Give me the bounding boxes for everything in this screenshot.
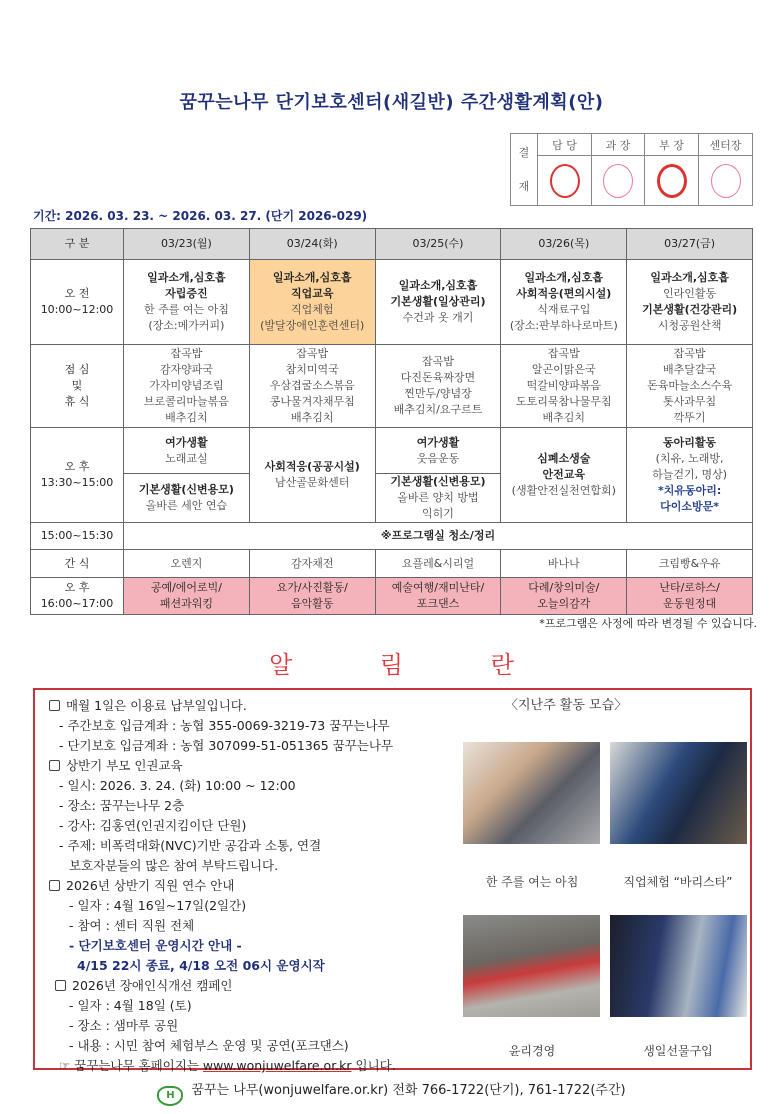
cell-line: 기본생활(신변용모) — [138, 483, 234, 496]
row-label-lunch — [31, 345, 124, 428]
cell-line: 하늘걷기, 명상) — [652, 468, 728, 481]
cell-line: 직업체험 — [290, 303, 334, 316]
gallery-title: 〈지난주 활동 모습〉 — [505, 698, 628, 713]
cell-line: 오 전 — [64, 287, 90, 300]
cell-line: 배추김치/요구르트 — [393, 403, 483, 416]
cell-line: 돈육마늘소스수육 — [647, 379, 733, 392]
cell-pm2-thu — [501, 578, 627, 615]
cell-line: 한 주를 여는 아침 — [143, 303, 229, 316]
schedule-table — [30, 228, 753, 615]
cell-line: 난타/로하스/ — [659, 581, 720, 594]
notice-line: - 내용 : 시민 참여 체험부스 운영 및 공연(포크댄스) — [69, 1038, 349, 1053]
notice-line: - 일자 : 4월 16일~17일(2일간) — [69, 898, 247, 913]
cell-line: 알곤이맑은국 — [531, 363, 596, 376]
cell-line: 배추김치 — [165, 411, 208, 424]
cell-line: (장소:판부하나로마트) — [509, 319, 618, 332]
cell-snack-tue: 감자채전 — [249, 550, 375, 578]
cell-snack-mon: 오렌지 — [124, 550, 250, 578]
cell-line: 노래교실 — [165, 451, 208, 465]
notice-line: - 주간보호 입금계좌 : 농협 355-0069-3219-73 꿈꾸는나무 — [59, 718, 390, 733]
cell-line: 찐만두/양념장 — [404, 387, 472, 400]
caption-barista: 직업체험 “바리스타” — [623, 875, 733, 889]
cell-line: 오늘의감각 — [537, 597, 591, 610]
cell-line: 동아리활동 — [663, 436, 717, 449]
cell-line: 직업교육 — [290, 287, 334, 300]
cell-line: 사회적응(편의시설) — [516, 287, 612, 300]
cell-line: 다이소방문* — [660, 500, 720, 513]
checkbox-icon — [49, 760, 60, 771]
cell-line: 올바른 세안 연습 — [145, 499, 228, 512]
cell-line: 잡곡밥 — [422, 355, 454, 368]
cell-line: (발달장애인훈련센터) — [260, 319, 365, 332]
role-manager: 담 당 — [538, 134, 592, 156]
cell-snack-wed: 요플레&시리얼 — [375, 550, 501, 578]
caption-morning: 한 주를 여는 아침 — [485, 875, 579, 889]
role-department-head: 부 장 — [645, 134, 699, 156]
role-center-director: 센터장 — [699, 134, 753, 156]
page-title: 꿈꾸는나무 단기보호센터(새길반) 주간생활계획(안) — [179, 92, 604, 113]
notice-line: - 주제: 비폭력대화(NVC)기반 공감과 소통, 연결 — [59, 838, 322, 853]
checkbox-icon — [55, 980, 66, 991]
photo-ethics — [463, 915, 600, 1017]
notice-box — [33, 688, 752, 1073]
header-category: 구 분 — [31, 229, 124, 260]
notice-heading: 알 림 란 — [269, 651, 554, 679]
caption-gift: 생일선물구입 — [643, 1044, 713, 1058]
notice-list — [49, 696, 396, 1076]
approval-label: 결 재 — [511, 134, 538, 206]
footer-contact: 꿈꾸는 나무(wonjuwelfare.or.kr) 전화 766-1722(단기), 761-1722(주간) — [191, 1083, 626, 1098]
cell-line: 공예/에어로빅/ — [150, 581, 222, 594]
cell-line: 잡곡밥 — [296, 347, 329, 360]
header-mon: 03/23(월) — [124, 229, 250, 260]
cell-line: 13:30~15:00 — [40, 476, 114, 489]
notice-line: - 일시: 2026. 3. 24. (화) 10:00 ~ 12:00 — [59, 778, 296, 793]
cell-line: 일과소개,심호흡 — [272, 271, 352, 284]
notice-edu: 상반기 부모 인권교육 — [49, 756, 396, 776]
cell-lunch-mon — [124, 345, 250, 428]
cell-line: 점 심 — [64, 363, 90, 376]
cell-line: 익히기 — [422, 507, 454, 520]
cell-line: 시청공원산책 — [657, 319, 722, 332]
cell-line: 여가생활 — [165, 435, 208, 449]
cell-am-mon — [124, 260, 250, 345]
notice-staff: 2026년 상반기 직원 연수 안내 — [49, 876, 396, 896]
cell-line: 일과소개,심호흡 — [398, 279, 478, 292]
header-thu: 03/26(목) — [501, 229, 627, 260]
cell-line: 음악활동 — [290, 597, 334, 610]
cell-line: 오 후 — [64, 581, 90, 594]
heart-logo-icon: H — [157, 1086, 183, 1106]
caption-ethics: 윤리경영 — [508, 1044, 556, 1058]
cell-line: 요가/사진활동/ — [276, 581, 348, 594]
cell-line: 기본생활(신변용모) — [390, 475, 486, 488]
cell-line: 잡곡밥 — [673, 347, 706, 360]
cell-line: 기본생활(건강관리) — [642, 303, 738, 316]
cell-pm-mon-bottom — [124, 474, 250, 523]
cell-pm-fri — [627, 428, 753, 523]
cell-line: 심폐소생술 — [537, 452, 591, 465]
cell-snack-fri: 크림빵&우유 — [627, 550, 753, 578]
stamp-icon — [657, 164, 687, 198]
notice-line: 보호자분들의 많은 참여 부탁드립니다. — [69, 858, 279, 873]
period: 기간: 2026. 03. 23. ~ 2026. 03. 27. (단기 2026-029) — [33, 209, 368, 223]
cell-line: 패션과워킹 — [159, 597, 213, 610]
notice-line: - 장소 : 샘마루 공원 — [69, 1018, 179, 1033]
cell-line: 10:00~12:00 — [40, 303, 114, 316]
notice-line: 4/15 22시 종료, 4/18 오전 06시 운영시작 — [77, 958, 325, 973]
cell-line: 가자미양념조림 — [149, 379, 224, 392]
stamp-icon — [711, 164, 741, 198]
cell-pm-wed-top — [375, 428, 501, 474]
header-wed: 03/25(수) — [375, 229, 501, 260]
header-tue: 03/24(화) — [249, 229, 375, 260]
cell-lunch-thu — [501, 345, 627, 428]
notice-fee: 매월 1일은 이용료 납부일입니다. — [49, 696, 396, 716]
notice-line: - 참여 : 센터 직원 전체 — [69, 918, 195, 933]
cell-line: 웃음운동 — [416, 451, 460, 465]
cell-line: 자립증진 — [165, 287, 208, 300]
row-label-cleanup: 15:00~15:30 — [31, 523, 124, 550]
row-label-morning — [31, 260, 124, 345]
cell-line: (치유, 노래방, — [655, 452, 724, 465]
notice-line: - 단기보호센터 운영시간 안내 - — [69, 938, 242, 953]
cell-line: 배추김치 — [290, 411, 334, 424]
cell-line: 잡곡밥 — [547, 347, 580, 360]
cell-line: *치유동아리: — [657, 484, 722, 497]
row-label-late-afternoon — [31, 578, 124, 615]
cell-snack-thu: 바나나 — [501, 550, 627, 578]
cell-line: 일과소개,심호흡 — [524, 271, 604, 284]
cell-am-thu — [501, 260, 627, 345]
cell-line: 콩나물겨자채무침 — [269, 395, 355, 408]
cell-pm-thu — [501, 428, 627, 523]
cell-line: 일과소개,심호흡 — [650, 271, 729, 284]
cell-pm-tue — [249, 428, 375, 523]
row-label-snack: 간 식 — [31, 550, 124, 578]
cell-line: 인라인활동 — [663, 287, 717, 300]
cell-line: 안전교육 — [542, 468, 586, 481]
notice-line: - 일자 : 4월 18일 (토) — [69, 998, 192, 1013]
photo-barista — [610, 742, 747, 844]
notice-line: - 강사: 김홍연(인권지킴이단 단원) — [59, 818, 247, 833]
footer — [0, 1079, 783, 1106]
cell-pm2-fri — [627, 578, 753, 615]
cell-line: (장소:메가커피) — [148, 319, 225, 332]
cell-line: 여가생활 — [416, 435, 460, 449]
checkbox-icon — [49, 700, 60, 711]
header-fri: 03/27(금) — [627, 229, 753, 260]
cell-line: 일과소개,심호흡 — [147, 271, 226, 284]
notice-line: - 단기보호 입금계좌 : 농협 307099-51-051365 꿈꾸는나무 — [59, 738, 394, 753]
approval-box — [510, 133, 753, 206]
cell-line: (생활안전실천연합회) — [511, 484, 616, 497]
cell-line: 브로콜리마늘볶음 — [143, 395, 229, 408]
stamp-icon — [603, 164, 633, 198]
cell-pm2-tue — [249, 578, 375, 615]
cell-line: 도토리묵참나물무침 — [515, 395, 612, 408]
cell-pm2-mon — [124, 578, 250, 615]
notice-line: - 장소: 꿈꾸는나무 2층 — [59, 798, 185, 813]
cell-line: 깍뚜기 — [673, 411, 706, 424]
cell-line: 포크댄스 — [416, 597, 460, 610]
cell-line: 및 — [71, 379, 83, 392]
cell-pm-mon-top — [124, 428, 250, 474]
cell-line: 사회적응(공공시설) — [264, 460, 360, 473]
cell-line: 수건과 옷 개기 — [402, 311, 474, 324]
notice-campaign: 2026년 장애인식개선 캠페인 — [49, 976, 396, 996]
cell-line: 16:00~17:00 — [40, 597, 114, 610]
cell-lunch-wed — [375, 345, 501, 428]
cell-line: 우삼겹굴소스볶음 — [269, 379, 355, 392]
cell-pm2-wed — [375, 578, 501, 615]
homepage-link[interactable]: www.wonjuwelfare.or.kr — [202, 1058, 352, 1073]
cell-line: 올바른 양치 방법 — [397, 491, 479, 504]
cell-line: 기본생활(일상관리) — [390, 295, 486, 308]
cell-line: 휴 식 — [64, 395, 90, 408]
cell-am-fri — [627, 260, 753, 345]
cell-cleanup: ※프로그램실 청소/정리 — [124, 523, 753, 550]
cell-line: 예술여행/재미난타/ — [391, 581, 485, 594]
photo-morning — [463, 742, 600, 844]
row-label-afternoon — [31, 428, 124, 523]
cell-line: 다례/창의미술/ — [528, 581, 600, 594]
cell-lunch-tue — [249, 345, 375, 428]
cell-lunch-fri — [627, 345, 753, 428]
cell-line: 잡곡밥 — [170, 347, 203, 360]
cell-line: 배추달걀국 — [663, 363, 717, 376]
cell-line: 떡갈비양파볶음 — [526, 379, 601, 392]
cell-line: 운동원정대 — [663, 597, 717, 610]
cell-line: 식재료구입 — [537, 303, 591, 316]
cell-pm-wed-bottom — [375, 474, 501, 523]
cell-line: 남산골문화센터 — [275, 476, 350, 489]
notice-homepage: ☞ 꿈꾸는나무 홈페이지는 www.wonjuwelfare.or.kr 입니다. — [59, 1058, 396, 1073]
cell-line: 배추김치 — [542, 411, 586, 424]
cell-am-tue — [249, 260, 375, 345]
cell-line: 톳사과무침 — [663, 395, 717, 408]
cell-line: 오 후 — [64, 460, 90, 473]
cell-line: 참치미역국 — [285, 363, 339, 376]
stamp-icon — [550, 164, 580, 198]
cell-line: 다진돈육짜장면 — [400, 371, 476, 384]
cell-line: 감자양파국 — [159, 363, 213, 376]
checkbox-icon — [49, 880, 60, 891]
cell-am-wed — [375, 260, 501, 345]
change-notice: *프로그램은 사정에 따라 변경될 수 있습니다. — [539, 617, 757, 630]
role-section-chief: 과 장 — [592, 134, 645, 156]
photo-gift — [610, 915, 747, 1017]
